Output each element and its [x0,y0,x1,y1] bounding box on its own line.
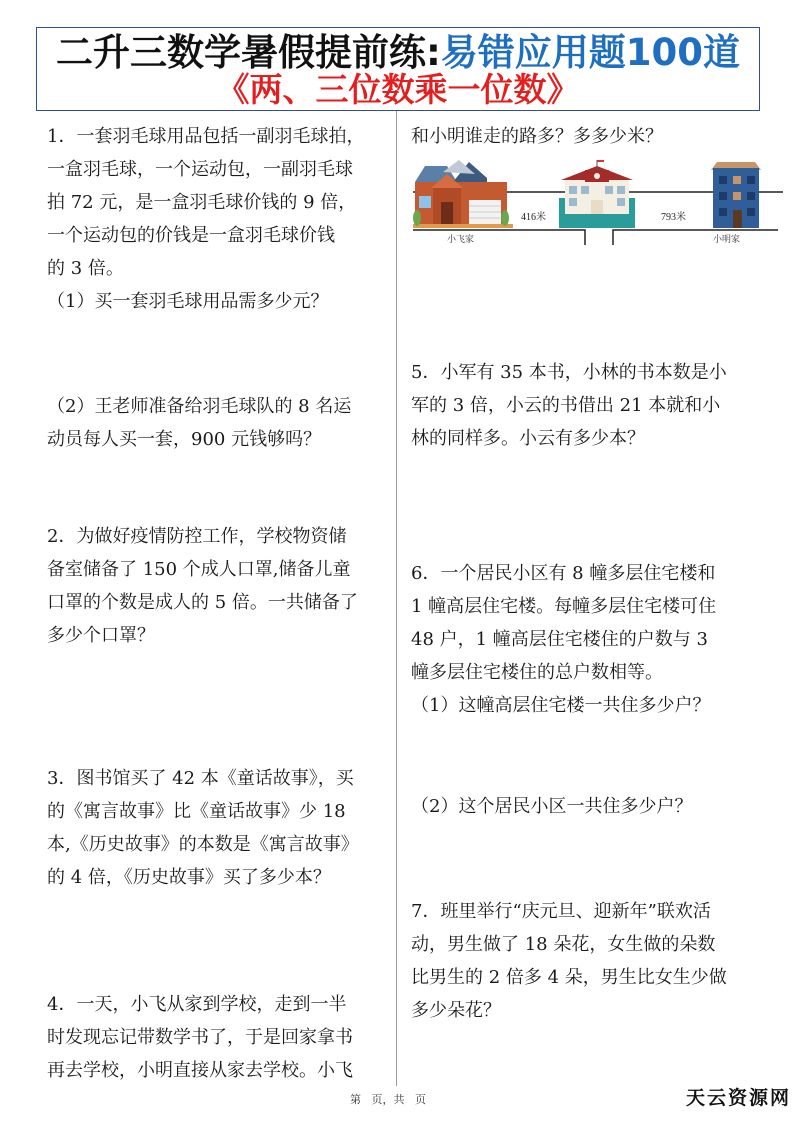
question-line: 本,《历史故事》的本数是《寓言故事》 [47,834,359,855]
question-line: 5．小军有 35 本书，小林的书本数是小 [411,362,727,383]
sub-question-1: （1）这幢高层住宅楼一共住多少户？ [411,695,711,716]
question-6 [411,557,751,722]
question-7 [411,895,751,1027]
question-4 [47,988,387,1087]
school-icon [559,160,635,228]
question-1-part-2 [47,390,387,456]
route-diagram-graphic [413,160,783,250]
question-line: 2．为做好疫情防控工作，学校物资储 [47,526,347,547]
title-box [36,27,760,111]
question-line: 1．一套羽毛球用品包括一副羽毛球拍， [47,126,365,147]
question-line: 多少个口罩？ [47,625,155,646]
question-line: 的 3 倍。 [47,258,124,279]
xiaoming-home-label: 小明家 [713,235,741,245]
question-line: 军的 3 倍，小云的书借出 21 本就和小 [411,395,721,416]
page-subtitle: 《两、三位数乘一位数》 [216,70,580,109]
title-main: 二升三数学暑假提前练: [55,31,441,74]
question-line: 6．一个居民小区有 8 幢多层住宅楼和 [411,563,716,584]
question-line: 比男生的 2 倍多 4 朵，男生比女生少做 [411,967,727,988]
question-1 [47,120,387,318]
question-line: 一盒羽毛球，一个运动包，一副羽毛球 [47,159,353,180]
sub-question-1: （1）买一套羽毛球用品需多少元？ [47,291,329,312]
question-4-continued [411,120,751,153]
question-line: 时发现忘记带数学书了，于是回家拿书 [47,1027,353,1048]
xiaofei-home-label: 小飞家 [447,235,475,245]
question-line: 幢多层住宅楼住的总户数相等。 [411,662,663,683]
sub-question-2: （2）王老师准备给羽毛球队的 8 名运 [47,396,352,417]
house-icon [413,160,513,228]
question-2 [47,520,387,652]
question-5 [411,356,751,455]
page-title [37,32,759,74]
question-line: 48 户，1 幢高层住宅楼住的户数与 3 [411,629,708,650]
question-line: 3．图书馆买了 42 本《童话故事》，买 [47,768,354,789]
question-line: 动员每人买一套，900 元钱够吗？ [47,429,322,450]
question-line: 的《寓言故事》比《童话故事》少 18 [47,801,346,822]
apartment-building-icon [711,162,761,228]
question-line: 的 4 倍，《历史故事》买了多少本？ [47,867,331,888]
right-distance-label: 793米 [661,212,686,223]
page-number: 第 页，共 页 [350,1093,426,1106]
question-line: 7．班里举行“庆元旦、迎新年”联欢活 [411,901,711,922]
question-line: 和小明谁走的路多？多多少米？ [411,126,663,147]
question-6-part-2 [411,790,751,823]
question-line: 4．一天，小飞从家到学校，走到一半 [47,994,347,1015]
question-3 [47,762,387,894]
question-line: 备室储备了 150 个成人口罩,储备儿童 [47,559,351,580]
question-line: 动，男生做了 18 朵花，女生做的朵数 [411,934,716,955]
question-line: 1 幢高层住宅楼。每幢多层住宅楼可住 [411,596,717,617]
brand-watermark: 天云资源网 [685,1087,791,1109]
question-line: 再去学校，小明直接从家去学校。小飞 [47,1060,353,1081]
column-divider [396,111,397,1086]
route-diagram [413,160,783,250]
left-distance-label: 416米 [521,212,546,223]
title-highlight: 易错应用题100道 [440,31,741,74]
question-line: 多少朵花？ [411,1000,501,1021]
question-line: 一个运动包的价钱是一盒羽毛球价钱 [47,225,335,246]
question-line: 拍 72 元，是一盒羽毛球价钱的 9 倍， [47,192,357,213]
question-line: 林的同样多。小云有多少本？ [411,428,645,449]
question-line: 口罩的个数是成人的 5 倍。一共储备了 [47,592,358,613]
sub-question-2: （2）这个居民小区一共住多少户？ [411,796,693,817]
